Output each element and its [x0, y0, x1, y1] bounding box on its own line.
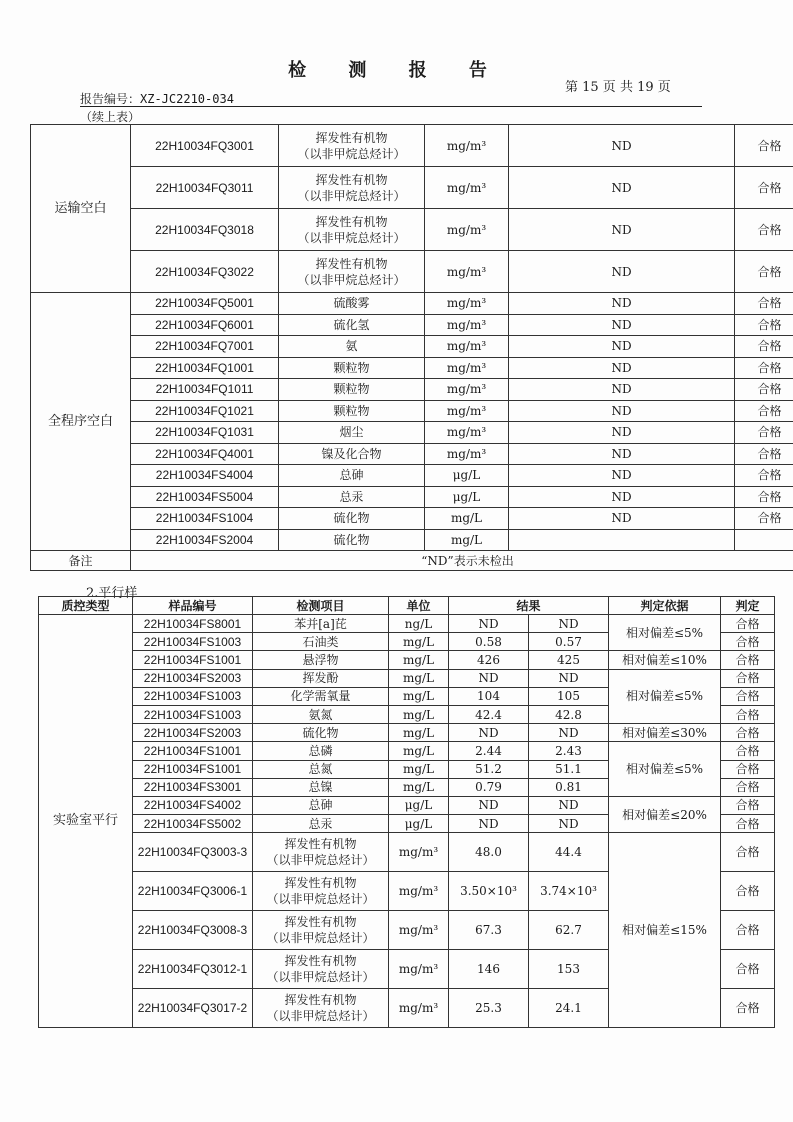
test-item — [253, 833, 389, 872]
remark-row — [31, 551, 793, 571]
result-1: 25.3 — [449, 989, 529, 1028]
sample-code: 22H10034FS1001 — [133, 742, 253, 760]
table-row — [31, 357, 793, 379]
unit: μg/L — [389, 796, 449, 814]
unit: mg/L — [389, 778, 449, 796]
unit: ng/L — [389, 615, 449, 633]
table-row — [31, 400, 793, 422]
unit: mg/L — [389, 724, 449, 742]
test-item: 总汞 — [253, 815, 389, 833]
result: ND — [509, 379, 735, 401]
result: ND — [509, 167, 735, 209]
table-row — [31, 251, 793, 293]
result-2: ND — [529, 796, 609, 814]
unit: μg/L — [425, 465, 509, 487]
section-title-parallel: 2.平行样 — [86, 586, 138, 601]
judgement: 合格 — [735, 357, 793, 379]
judgement-basis: 相对偏差≤30% — [609, 724, 721, 742]
test-item: 颗粒物 — [279, 357, 425, 379]
sample-code: 22H10034FQ3011 — [131, 167, 279, 209]
result-1: 0.79 — [449, 778, 529, 796]
test-item: 硫酸雾 — [279, 293, 425, 315]
result: ND — [509, 125, 735, 167]
result — [509, 529, 735, 551]
result: ND — [509, 209, 735, 251]
test-item: 苯并[a]芘 — [253, 615, 389, 633]
result: ND — [509, 465, 735, 487]
result-2: 3.74×10³ — [529, 872, 609, 911]
sample-code: 22H10034FS1004 — [131, 508, 279, 530]
test-item: 颗粒物 — [279, 379, 425, 401]
page-info: 第 15 页 共 19 页 — [565, 80, 671, 95]
table-row — [39, 615, 775, 633]
sample-code: 22H10034FS2003 — [133, 669, 253, 687]
result-2: ND — [529, 669, 609, 687]
judgement: 合格 — [721, 872, 775, 911]
result-2: 105 — [529, 687, 609, 705]
table-row — [31, 314, 793, 336]
item-line-2: （以非甲烷总烃计） — [297, 272, 406, 287]
header-sample-no: 样品编号 — [133, 597, 253, 615]
sample-code: 22H10034FS1001 — [133, 651, 253, 669]
result-1: ND — [449, 669, 529, 687]
judgement-basis: 相对偏差≤15% — [609, 833, 721, 1028]
item-line-2: （以非甲烷总烃计） — [266, 853, 375, 868]
result-2: 0.57 — [529, 633, 609, 651]
sample-code: 22H10034FQ3017-2 — [133, 989, 253, 1028]
table-row — [31, 209, 793, 251]
result: ND — [509, 251, 735, 293]
unit: μg/L — [425, 486, 509, 508]
sample-code: 22H10034FS5002 — [133, 815, 253, 833]
unit: mg/m³ — [425, 379, 509, 401]
test-item — [279, 167, 425, 209]
judgement: 合格 — [735, 251, 793, 293]
test-item — [253, 989, 389, 1028]
unit: mg/L — [389, 705, 449, 723]
judgement-basis: 相对偏差≤5% — [609, 742, 721, 797]
item-line-1: 挥发性有机物 — [315, 256, 388, 271]
header-judge: 判定 — [721, 597, 775, 615]
header-result: 结果 — [449, 597, 609, 615]
result: ND — [509, 357, 735, 379]
unit: mg/m³ — [425, 251, 509, 293]
table-row — [31, 508, 793, 530]
item-line-2: （以非甲烷总烃计） — [266, 892, 375, 907]
table-row — [39, 724, 775, 742]
item-line-2: （以非甲烷总烃计） — [266, 931, 375, 946]
judgement: 合格 — [721, 615, 775, 633]
result: ND — [509, 486, 735, 508]
test-item: 硫化物 — [279, 508, 425, 530]
unit: mg/m³ — [425, 209, 509, 251]
test-item: 总磷 — [253, 742, 389, 760]
remark-label: 备注 — [31, 551, 131, 571]
unit: mg/L — [389, 687, 449, 705]
continued-note: （续上表） — [80, 110, 141, 124]
result-2: ND — [529, 724, 609, 742]
item-line-1: 挥发性有机物 — [315, 130, 388, 145]
judgement: 合格 — [721, 651, 775, 669]
judgement: 合格 — [721, 687, 775, 705]
header-item: 检测项目 — [253, 597, 389, 615]
judgement: 合格 — [721, 815, 775, 833]
sample-code: 22H10034FS1001 — [133, 760, 253, 778]
table-row — [31, 422, 793, 444]
unit: mg/m³ — [425, 400, 509, 422]
table-row — [31, 125, 793, 167]
judgement: 合格 — [721, 778, 775, 796]
result: ND — [509, 443, 735, 465]
sample-code: 22H10034FQ3018 — [131, 209, 279, 251]
test-item: 镍及化合物 — [279, 443, 425, 465]
sample-code: 22H10034FS1003 — [133, 633, 253, 651]
unit: mg/L — [389, 651, 449, 669]
judgement: 合格 — [721, 633, 775, 651]
table-row — [31, 529, 793, 551]
item-line-2: （以非甲烷总烃计） — [266, 1009, 375, 1024]
test-item: 石油类 — [253, 633, 389, 651]
result-2: 62.7 — [529, 911, 609, 950]
unit: mg/m³ — [389, 989, 449, 1028]
sample-code: 22H10034FQ4001 — [131, 443, 279, 465]
sample-code: 22H10034FS5004 — [131, 486, 279, 508]
blank-sample-table — [30, 124, 793, 571]
item-line-1: 挥发性有机物 — [284, 954, 357, 969]
judgement: 合格 — [735, 508, 793, 530]
judgement: 合格 — [721, 742, 775, 760]
sample-code: 22H10034FQ3006-1 — [133, 872, 253, 911]
judgement-basis: 相对偏差≤5% — [609, 669, 721, 724]
unit: μg/L — [389, 815, 449, 833]
sample-code: 22H10034FQ6001 — [131, 314, 279, 336]
table-row — [39, 742, 775, 760]
unit: mg/m³ — [389, 911, 449, 950]
result-1: 146 — [449, 950, 529, 989]
sample-code: 22H10034FQ1031 — [131, 422, 279, 444]
sample-code: 22H10034FQ7001 — [131, 336, 279, 358]
unit: mg/m³ — [425, 443, 509, 465]
result-1: 3.50×10³ — [449, 872, 529, 911]
result-1: 67.3 — [449, 911, 529, 950]
unit: mg/m³ — [425, 314, 509, 336]
unit: mg/L — [389, 669, 449, 687]
table-row — [31, 293, 793, 315]
header-rule — [80, 106, 702, 107]
unit: mg/m³ — [425, 357, 509, 379]
test-item: 烟尘 — [279, 422, 425, 444]
test-item — [279, 125, 425, 167]
result-1: ND — [449, 724, 529, 742]
test-item: 总砷 — [253, 796, 389, 814]
test-item: 总镍 — [253, 778, 389, 796]
sample-code: 22H10034FQ5001 — [131, 293, 279, 315]
report-title: 检 测 报 告 — [288, 60, 505, 81]
test-item: 化学需氧量 — [253, 687, 389, 705]
test-item — [279, 251, 425, 293]
test-item: 硫化氢 — [279, 314, 425, 336]
unit: mg/m³ — [389, 872, 449, 911]
unit: mg/m³ — [425, 125, 509, 167]
sample-code: 22H10034FQ1011 — [131, 379, 279, 401]
table-row — [39, 833, 775, 872]
parallel-sample-table — [38, 596, 775, 1028]
table-row — [39, 669, 775, 687]
item-line-2: （以非甲烷总烃计） — [266, 970, 375, 985]
table-row — [31, 379, 793, 401]
result-1: 48.0 — [449, 833, 529, 872]
sample-code: 22H10034FS3001 — [133, 778, 253, 796]
judgement: 合格 — [735, 293, 793, 315]
test-item: 氨氮 — [253, 705, 389, 723]
judgement: 合格 — [735, 125, 793, 167]
test-item: 总汞 — [279, 486, 425, 508]
table-row — [31, 336, 793, 358]
judgement: 合格 — [735, 336, 793, 358]
item-line-1: 挥发性有机物 — [284, 837, 357, 852]
judgement: 合格 — [735, 314, 793, 336]
header-qc-type: 质控类型 — [39, 597, 133, 615]
result-1: 2.44 — [449, 742, 529, 760]
item-line-2: （以非甲烷总烃计） — [297, 188, 406, 203]
result-2: 44.4 — [529, 833, 609, 872]
category-full-process-blank: 全程序空白 — [31, 293, 131, 551]
sample-code: 22H10034FS2004 — [131, 529, 279, 551]
result: ND — [509, 400, 735, 422]
test-item — [253, 911, 389, 950]
table-row — [39, 796, 775, 814]
judgement: 合格 — [721, 911, 775, 950]
result-1: ND — [449, 796, 529, 814]
sample-code: 22H10034FQ3001 — [131, 125, 279, 167]
judgement: 合格 — [721, 989, 775, 1028]
result-2: 425 — [529, 651, 609, 669]
result: ND — [509, 422, 735, 444]
result-1: 426 — [449, 651, 529, 669]
table-header-row — [39, 597, 775, 615]
judgement: 合格 — [721, 705, 775, 723]
test-item — [279, 209, 425, 251]
judgement — [735, 529, 793, 551]
sample-code: 22H10034FS1003 — [133, 705, 253, 723]
result-2: 42.8 — [529, 705, 609, 723]
sample-code: 22H10034FQ3008-3 — [133, 911, 253, 950]
result-1: ND — [449, 615, 529, 633]
item-line-1: 挥发性有机物 — [284, 993, 357, 1008]
result-1: 42.4 — [449, 705, 529, 723]
item-line-1: 挥发性有机物 — [284, 876, 357, 891]
unit: mg/m³ — [389, 950, 449, 989]
judgement: 合格 — [735, 486, 793, 508]
test-item: 颗粒物 — [279, 400, 425, 422]
test-item: 硫化物 — [279, 529, 425, 551]
test-item — [253, 950, 389, 989]
judgement: 合格 — [721, 760, 775, 778]
result: ND — [509, 314, 735, 336]
judgement: 合格 — [721, 833, 775, 872]
sample-code: 22H10034FS4002 — [133, 796, 253, 814]
result-2: 153 — [529, 950, 609, 989]
result-2: 0.81 — [529, 778, 609, 796]
item-line-2: （以非甲烷总烃计） — [297, 230, 406, 245]
unit: mg/L — [389, 742, 449, 760]
sample-code: 22H10034FQ1021 — [131, 400, 279, 422]
result: ND — [509, 336, 735, 358]
judgement: 合格 — [735, 443, 793, 465]
sample-code: 22H10034FS8001 — [133, 615, 253, 633]
test-item: 总砷 — [279, 465, 425, 487]
result-2: 24.1 — [529, 989, 609, 1028]
judgement: 合格 — [721, 950, 775, 989]
judgement-basis: 相对偏差≤5% — [609, 615, 721, 651]
test-item: 悬浮物 — [253, 651, 389, 669]
unit: mg/m³ — [389, 833, 449, 872]
result: ND — [509, 293, 735, 315]
table-row — [31, 486, 793, 508]
table-row — [31, 167, 793, 209]
unit: mg/L — [389, 760, 449, 778]
sample-code: 22H10034FS4004 — [131, 465, 279, 487]
header-unit: 单位 — [389, 597, 449, 615]
remark-text: “ND”表示未检出 — [131, 551, 793, 571]
unit: mg/m³ — [425, 336, 509, 358]
test-item — [253, 872, 389, 911]
unit: mg/m³ — [425, 422, 509, 444]
item-line-2: （以非甲烷总烃计） — [297, 146, 406, 161]
sample-code: 22H10034FQ3003-3 — [133, 833, 253, 872]
sample-code: 22H10034FQ3022 — [131, 251, 279, 293]
judgement: 合格 — [735, 167, 793, 209]
judgement-basis: 相对偏差≤10% — [609, 651, 721, 669]
sample-code: 22H10034FS2003 — [133, 724, 253, 742]
sample-code: 22H10034FQ1001 — [131, 357, 279, 379]
test-item: 氨 — [279, 336, 425, 358]
unit: mg/L — [425, 529, 509, 551]
result-2: ND — [529, 615, 609, 633]
result-1: 104 — [449, 687, 529, 705]
result-2: ND — [529, 815, 609, 833]
judgement: 合格 — [721, 669, 775, 687]
table-row — [39, 651, 775, 669]
unit: mg/L — [389, 633, 449, 651]
judgement-basis: 相对偏差≤20% — [609, 796, 721, 832]
report-number: 报告编号：XZ-JC2210-034 — [80, 92, 234, 106]
judgement: 合格 — [735, 422, 793, 444]
judgement: 合格 — [735, 400, 793, 422]
unit: mg/L — [425, 508, 509, 530]
result-1: 0.58 — [449, 633, 529, 651]
result-1: 51.2 — [449, 760, 529, 778]
item-line-1: 挥发性有机物 — [315, 214, 388, 229]
item-line-1: 挥发性有机物 — [315, 172, 388, 187]
result: ND — [509, 508, 735, 530]
test-item: 硫化物 — [253, 724, 389, 742]
result-2: 2.43 — [529, 742, 609, 760]
judgement: 合格 — [721, 796, 775, 814]
test-item: 总氮 — [253, 760, 389, 778]
test-item: 挥发酚 — [253, 669, 389, 687]
table-row — [31, 465, 793, 487]
category-transport-blank: 运输空白 — [31, 125, 131, 293]
judgement: 合格 — [721, 724, 775, 742]
sample-code: 22H10034FQ3012-1 — [133, 950, 253, 989]
table-row — [31, 443, 793, 465]
item-line-1: 挥发性有机物 — [284, 915, 357, 930]
judgement: 合格 — [735, 379, 793, 401]
unit: mg/m³ — [425, 167, 509, 209]
result-1: ND — [449, 815, 529, 833]
result-2: 51.1 — [529, 760, 609, 778]
header-basis: 判定依据 — [609, 597, 721, 615]
qc-type-lab-parallel: 实验室平行 — [39, 615, 133, 1028]
judgement: 合格 — [735, 465, 793, 487]
unit: mg/m³ — [425, 293, 509, 315]
judgement: 合格 — [735, 209, 793, 251]
sample-code: 22H10034FS1003 — [133, 687, 253, 705]
